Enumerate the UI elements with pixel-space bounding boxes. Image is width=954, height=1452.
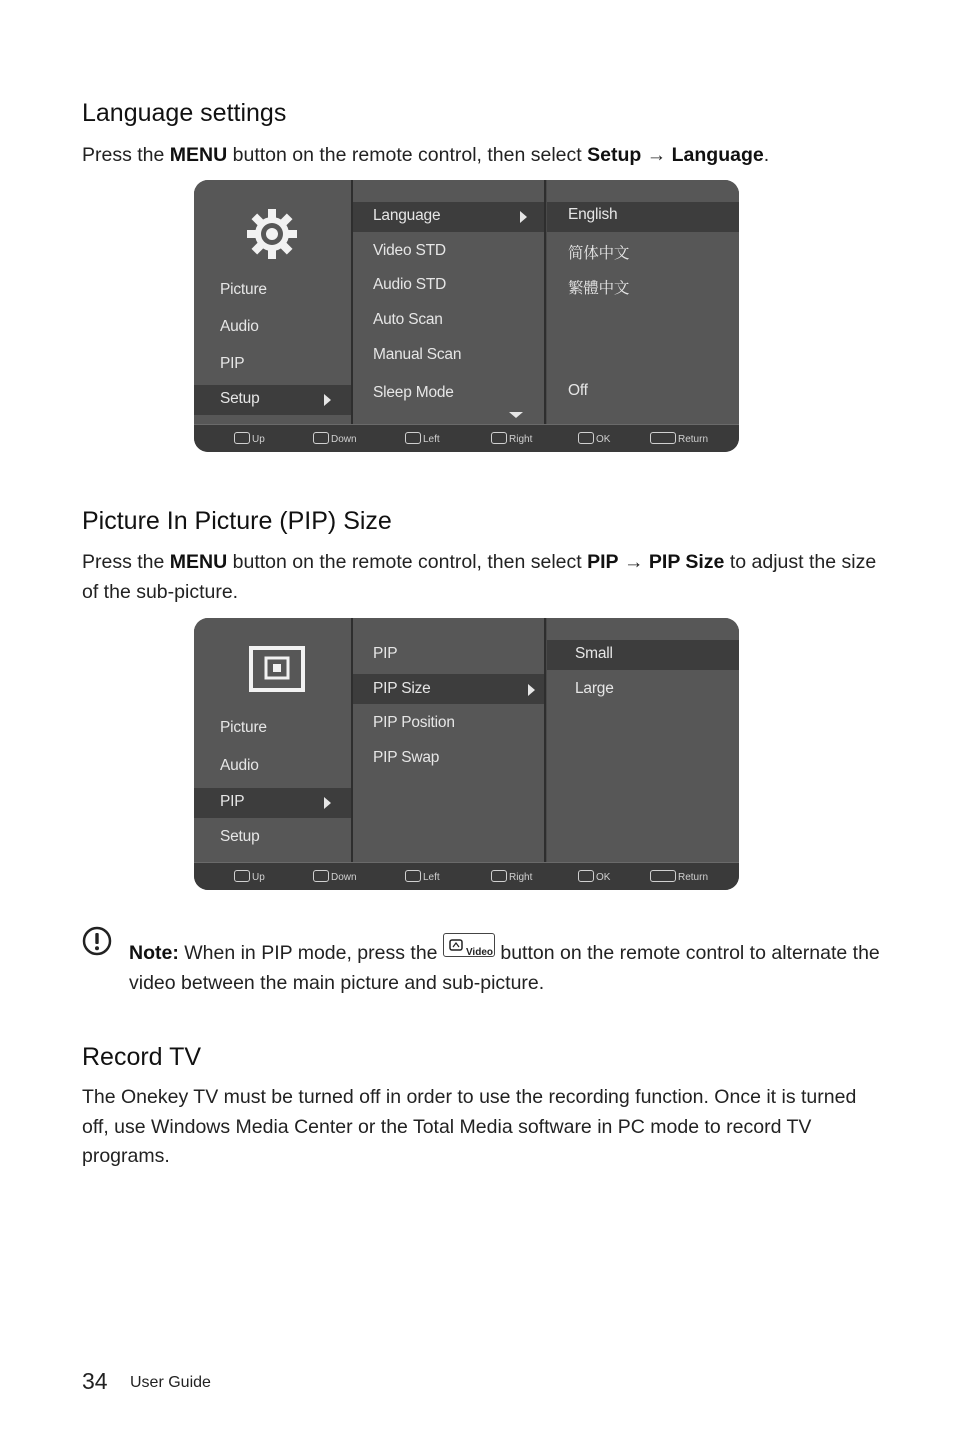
menu-item-pip-size-selected: PIP Size: [373, 680, 431, 697]
pip-size-heading: Picture In Picture (PIP) Size: [82, 507, 392, 535]
osd-footer-bar: Up Down Left Right OK Return: [194, 424, 739, 452]
menu-category-picture: Picture: [220, 281, 267, 298]
record-tv-body: The Onekey TV must be turned off in order to use the recording function. Once it is turned off, use Windows Media Center or the Total Media software in PC mode to record TV programs.: [82, 1086, 857, 1167]
footer-label: User Guide: [130, 1374, 211, 1391]
menu-category-setup: Setup: [220, 828, 260, 845]
menu-category-picture: Picture: [220, 719, 267, 736]
pip-menu-screenshot: [194, 618, 739, 890]
language-menu-screenshot: [194, 180, 739, 452]
menu-item-auto-scan: Auto Scan: [373, 311, 443, 328]
pip-note: Note: When in PIP mode, press the Video button on the remote control to alternate the video between the main picture and sub-picture.: [129, 933, 889, 998]
menu-item-pip: PIP: [373, 645, 398, 662]
exclamation-circle-icon: [82, 926, 112, 956]
menu-category-audio: Audio: [220, 318, 259, 335]
pip-window-icon: [249, 646, 305, 692]
pip-size-instructions: Press the MENU button on the remote control, then select PIP → PIP Size to adjust the size of the sub-picture.: [82, 551, 877, 603]
record-tv-heading: Record TV: [82, 1043, 202, 1071]
menu-item-pip-swap: PIP Swap: [373, 749, 440, 766]
menu-item-language-selected: Language: [373, 207, 441, 224]
menu-item-sleep-mode: Sleep Mode: [373, 384, 454, 401]
language-settings-heading: Language settings: [82, 99, 287, 127]
menu-category-setup-selected: Setup: [220, 390, 260, 407]
gear-icon: [244, 206, 300, 262]
menu-category-audio: Audio: [220, 757, 259, 774]
pip-size-option-small: Small: [575, 645, 613, 662]
menu-item-video-std: Video STD: [373, 242, 446, 259]
sleep-mode-value: Off: [568, 382, 588, 399]
language-option-traditional-chinese: 繁體中文: [568, 280, 630, 297]
chevron-right-icon: [324, 394, 331, 406]
page-number: 34: [82, 1368, 108, 1394]
pip-size-option-large: Large: [575, 680, 614, 697]
language-option-simplified-chinese: 简体中文: [568, 245, 630, 262]
chevron-right-icon: [324, 797, 331, 809]
chevron-right-icon: [520, 211, 527, 223]
language-option-english: English: [568, 206, 618, 223]
chevron-right-icon: [528, 684, 535, 696]
menu-item-manual-scan: Manual Scan: [373, 346, 462, 363]
scroll-down-icon: [509, 412, 523, 418]
menu-item-audio-std: Audio STD: [373, 276, 447, 293]
language-settings-instructions: Press the MENU button on the remote control, then select Setup → Language.: [82, 144, 770, 166]
video-icon: [449, 938, 464, 952]
video-button-key: Video: [443, 933, 495, 957]
osd-footer-bar: Up Down Left Right OK Return: [194, 862, 739, 890]
menu-category-pip: PIP: [220, 355, 245, 372]
menu-item-pip-position: PIP Position: [373, 714, 455, 731]
menu-category-pip-selected: PIP: [220, 793, 245, 810]
